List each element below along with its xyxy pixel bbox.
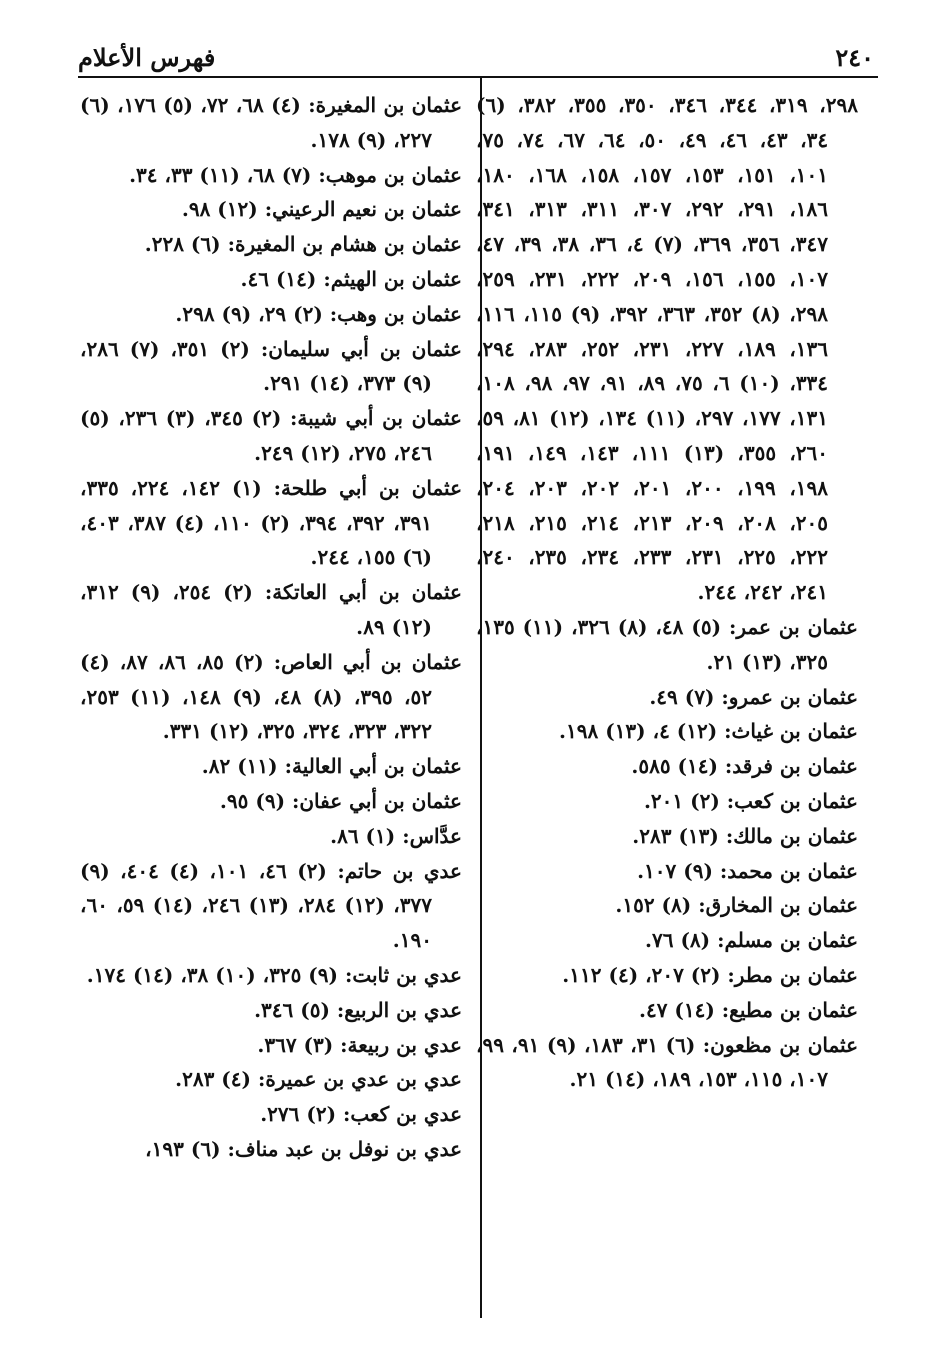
index-entry: عثمان بن غياث: (١٢) ٤، (١٣) ١٩٨. — [559, 719, 858, 744]
index-entry: عثمان بن هشام بن المغيرة: (٦) ٢٢٨. — [144, 232, 462, 257]
index-entry: عدي بن ثابت: (٩) ٣٢٥، (١٠) ٣٨، (١٤) ١٧٤. — [86, 962, 462, 987]
index-entry: عثمان بن عمر: (٥) ٤٨، (٨) ٣٢٦، (١١) ١٣٥، ٣٢٥، (١٣) ٢١. — [476, 614, 858, 674]
index-entry: عثمان بن مظعون: (٦) ٣١، ١٨٣، (٩) ٩١، ٩٩، ١٠٧، ١١٥، ١٥٣، ١٨٩، (١٤) ٢١. — [476, 1032, 859, 1092]
index-entry: عثمان بن أبي العاص: (٢) ٨٥، ٨٦، ٨٧، (٤) ٥٢، ٣٩٥، (٨) ٤٨، (٩) ١٤٨، (١١) ٢٥٣، ٣٢٢، ٣٢٣، ٣٢٤، ٣٢٥، (١٢) ٣٣١. — [80, 649, 463, 744]
index-entry: عثمان بن وهب: (٢) ٢٩، (٩) ٢٩٨. — [175, 301, 462, 326]
index-entry: عدَّاس: (١) ٨٦. — [330, 823, 462, 848]
index-entry: عثمان بن المخارق: (٨) ١٥٢. — [615, 893, 858, 918]
index-entry: عدي بن حاتم: (٢) ٤٦، ١٠١، (٤) ٤٠٤، (٩) ٣٧٧، (١٢) ٢٨٤، (١٣) ٢٤٦، (١٤) ٥٩، ٦٠، ١٩٠. — [80, 858, 462, 953]
index-entry: عدي بن عدي بن عميرة: (٤) ٢٨٣. — [175, 1067, 462, 1092]
index-entry: عثمان بن فرقد: (١٤) ٥٨٥. — [631, 754, 858, 779]
page-header — [78, 30, 874, 72]
index-entry: عثمان بن نعيم الرعيني: (١٢) ٩٨. — [181, 197, 462, 222]
index-entry: عثمان بن أبي شيبة: (٢) ٣٤٥، (٣) ٢٣٦، (٥) ٢٤٦، ٢٧٥، (١٢) ٢٤٩. — [80, 406, 462, 465]
index-entry: عثمان بن أبي العاتكة: (٢) ٢٥٤، (٩) ٣١٢، (١٢) ٨٩. — [80, 580, 462, 639]
page-number: ٢٤٠ — [835, 43, 874, 72]
index-entry: عثمان بن مطر: (٢) ٢٠٧، (٤) ١١٢. — [562, 962, 858, 987]
index-entry: عثمان بن عمرو: (٧) ٤٩. — [649, 684, 858, 709]
header-rule — [78, 76, 878, 78]
index-entry: عثمان بن مالك: (١٣) ٢٨٣. — [632, 823, 858, 848]
index-column-right — [476, 88, 858, 1336]
column-divider — [480, 78, 482, 1318]
index-entry: عثمان بن أبي عفان: (٩) ٩٥. — [219, 788, 462, 813]
index-column-left — [80, 88, 462, 1336]
index-entry: عثمان بن مطيع: (١٤) ٤٧. — [638, 997, 858, 1022]
running-title: فهرس الأعلام — [78, 43, 216, 72]
index-entry: عثمان بن أبي طلحة: (١) ١٤٢، ٢٢٤، ٣٣٥، ٣٩١، ٣٩٢، ٣٩٤، (٢) ١١٠، (٤) ٣٨٧، ٤٠٣، (٦) ١٥٥، ٢٤٤. — [80, 475, 463, 570]
index-entry: ٢٩٨، ٣١٩، ٣٤٤، ٣٤٦، ٣٥٠، ٣٥٥، ٣٨٢، (٦) ٣٤، ٤٣، ٤٦، ٤٩، ٥٠، ٦٤، ٦٧، ٧٤، ٧٥، ١٠١، ١٥١، ١٥٣، ١٥٧، ١٥٨، ١٦٨، ١٨٠، ١٨٦، ٢٩١، ٢٩٢، ٣٠٧، ٣١١، ٣١٣، ٣٤١، ٣٤٧، ٣٥٦، ٣٦٩، (٧) ٤، ٣٦، ٣٨، ٣٩، ٤٧، ١٠٧، ١٥٥، ١٥٦، ٢٠٩، ٢٢٢، ٢٣١، ٢٥٩، ٢٩٨، (٨) ٣٥٢، ٣٦٣، ٣٩٢، (٩) ١١٥، ١١٦، ١٣٦، ١٨٩، ٢٢٧، ٢٣١، ٢٥٢، ٢٨٣، ٢٩٤، ٣٣٤، (١٠) ٦، ٧٥، ٨٩، ٩١، ٩٧، ٩٨، ١٠٨، ١٣١، ١٧٧، ٢٩٧، (١١) ١٣٤، (١٢) ٨١، ٥٩، ٢٦٠، ٣٥٥، (١٣) ١١١، ١٤٣، ١٤٩، ١٩١، ١٩٨، ١٩٩، ٢٠٠، ٢٠١، ٢٠٢، ٢٠٣، ٢٠٤، ٢٠٥، ٢٠٨، ٢٠٩، ٢١٣، ٢١٤، ٢١٥، ٢١٨، ٢٢٢، ٢٢٥، ٢٣١، ٢٣٣، ٢٣٤، ٢٣٥، ٢٤٠، ٢٤١، ٢٤٢، ٢٤٤. — [476, 93, 858, 605]
index-entry: عدي بن الربيع: (٥) ٣٤٦. — [254, 997, 462, 1022]
index-entry: عثمان بن الهيثم: (١٤) ٤٦. — [240, 266, 462, 291]
index-entry: عثمان بن موهب: (٧) ٦٨، (١١) ٣٣، ٣٤. — [129, 162, 462, 187]
index-entry: عدي بن نوفل بن عبد مناف: (٦) ١٩٣، — [145, 1136, 462, 1161]
index-entry: عثمان بن أبي سليمان: (٢) ٣٥١، (٧) ٢٨٦، (٩) ٣٧٣، (١٤) ٢٩١. — [80, 336, 462, 396]
index-entry: عثمان بن أبي العالية: (١١) ٨٢. — [201, 754, 462, 779]
index-entry: عدي بن كعب: (٢) ٢٧٦. — [260, 1102, 462, 1127]
index-entry: عدي بن ربيعة: (٣) ٣٦٧. — [257, 1032, 462, 1057]
index-entry: عثمان بن كعب: (٢) ٢٠١. — [643, 788, 858, 813]
index-entry: عثمان بن محمد: (٩) ١٠٧. — [637, 858, 858, 883]
index-entry: عثمان بن مسلم: (٨) ٧٦. — [645, 928, 858, 953]
index-entry: عثمان بن المغيرة: (٤) ٦٨، ٧٢، (٥) ١٧٦، (٦) ٢٢٧، (٩) ١٧٨. — [80, 93, 462, 152]
